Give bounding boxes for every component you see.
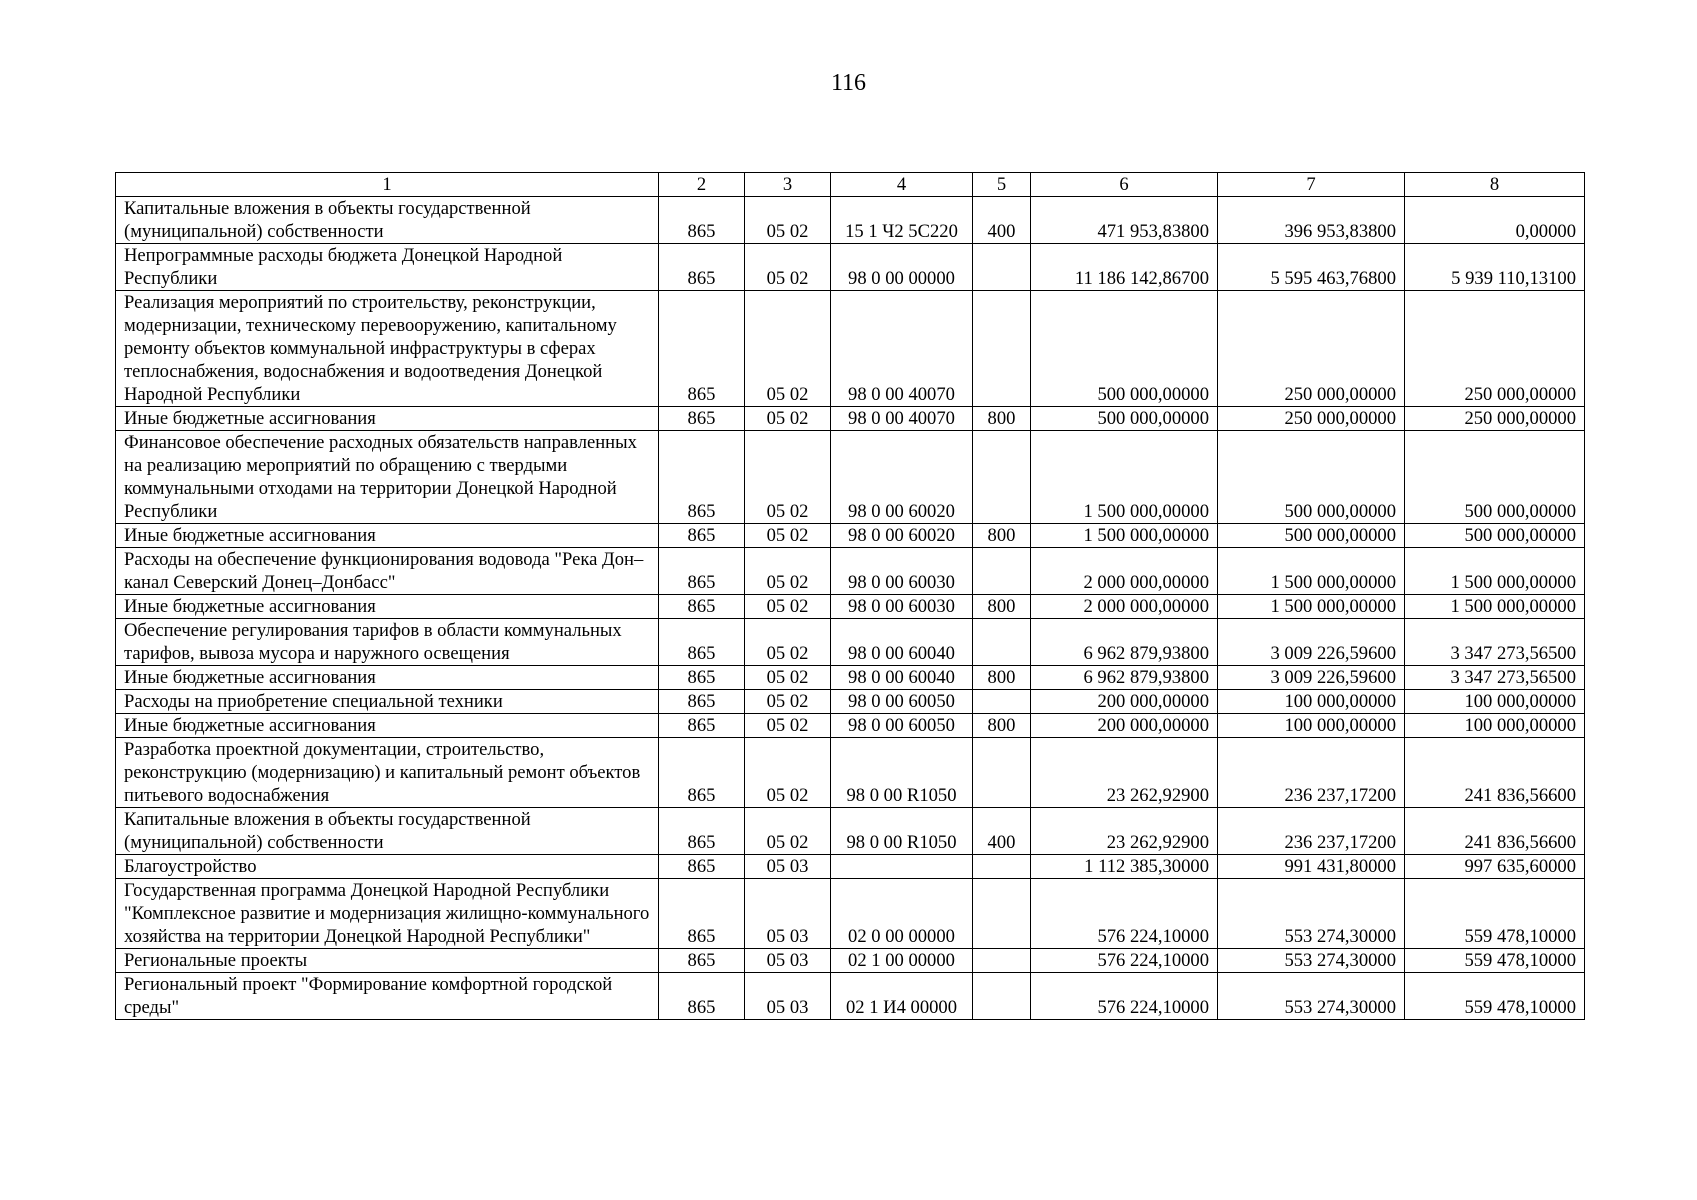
- expense-type-cell: [973, 291, 1031, 407]
- section-code-cell: 05 03: [745, 855, 831, 879]
- expense-type-cell: 400: [973, 808, 1031, 855]
- table-row: [116, 431, 1585, 524]
- section-code-cell: 05 02: [745, 714, 831, 738]
- amount-col7-cell: 396 953,83800: [1218, 197, 1405, 244]
- target-article-cell: 98 0 00 60030: [831, 595, 973, 619]
- expense-name-cell: Иные бюджетные ассигнования: [116, 524, 659, 548]
- amount-col8-cell: 1 500 000,00000: [1405, 548, 1585, 595]
- target-article-cell: 02 1 00 00000: [831, 949, 973, 973]
- section-code-cell: 05 02: [745, 431, 831, 524]
- target-article-cell: 98 0 00 60050: [831, 690, 973, 714]
- expense-type-cell: 400: [973, 197, 1031, 244]
- amount-col6-cell: 23 262,92900: [1031, 808, 1218, 855]
- target-article-cell: 98 0 00 60030: [831, 548, 973, 595]
- amount-col6-cell: 2 000 000,00000: [1031, 595, 1218, 619]
- amount-col6-cell: 576 224,10000: [1031, 973, 1218, 1020]
- amount-col7-cell: 236 237,17200: [1218, 808, 1405, 855]
- amount-col8-cell: 1 500 000,00000: [1405, 595, 1585, 619]
- amount-col6-cell: 1 500 000,00000: [1031, 524, 1218, 548]
- expense-type-cell: [973, 855, 1031, 879]
- target-article-cell: 15 1 Ч2 5С220: [831, 197, 973, 244]
- ministry-code-cell: 865: [659, 666, 745, 690]
- expense-name-cell: Капитальные вложения в объекты государственной (муниципальной) собственности: [116, 197, 659, 244]
- target-article-cell: 02 0 00 00000: [831, 879, 973, 949]
- table-row: [116, 879, 1585, 949]
- expense-name-cell: Региональный проект "Формирование комфортной городской среды": [116, 973, 659, 1020]
- amount-col6-cell: 576 224,10000: [1031, 879, 1218, 949]
- expense-type-cell: 800: [973, 524, 1031, 548]
- amount-col6-cell: 23 262,92900: [1031, 738, 1218, 808]
- amount-col7-cell: 100 000,00000: [1218, 690, 1405, 714]
- section-code-cell: 05 03: [745, 973, 831, 1020]
- amount-col6-cell: 1 112 385,30000: [1031, 855, 1218, 879]
- table-row: [116, 738, 1585, 808]
- target-article-cell: 98 0 00 60050: [831, 714, 973, 738]
- target-article-cell: 98 0 00 60040: [831, 619, 973, 666]
- ministry-code-cell: 865: [659, 973, 745, 1020]
- amount-col6-cell: 1 500 000,00000: [1031, 431, 1218, 524]
- ministry-code-cell: 865: [659, 690, 745, 714]
- table-row: [116, 524, 1585, 548]
- amount-col8-cell: 559 478,10000: [1405, 949, 1585, 973]
- expense-name-cell: Иные бюджетные ассигнования: [116, 714, 659, 738]
- section-code-cell: 05 02: [745, 808, 831, 855]
- target-article-cell: 98 0 00 60020: [831, 431, 973, 524]
- ministry-code-cell: 865: [659, 197, 745, 244]
- amount-col8-cell: 250 000,00000: [1405, 407, 1585, 431]
- amount-col6-cell: 576 224,10000: [1031, 949, 1218, 973]
- expense-type-cell: [973, 244, 1031, 291]
- amount-col8-cell: 250 000,00000: [1405, 291, 1585, 407]
- ministry-code-cell: 865: [659, 407, 745, 431]
- expense-name-cell: Капитальные вложения в объекты государственной (муниципальной) собственности: [116, 808, 659, 855]
- amount-col6-cell: 2 000 000,00000: [1031, 548, 1218, 595]
- amount-col8-cell: 3 347 273,56500: [1405, 666, 1585, 690]
- amount-col7-cell: 1 500 000,00000: [1218, 548, 1405, 595]
- section-code-cell: 05 03: [745, 879, 831, 949]
- target-article-cell: 98 0 00 40070: [831, 291, 973, 407]
- ministry-code-cell: 865: [659, 524, 745, 548]
- expense-name-cell: Региональные проекты: [116, 949, 659, 973]
- budget-table: [115, 172, 1585, 1020]
- amount-col6-cell: 500 000,00000: [1031, 407, 1218, 431]
- amount-col6-cell: 200 000,00000: [1031, 690, 1218, 714]
- ministry-code-cell: 865: [659, 431, 745, 524]
- expense-type-cell: [973, 619, 1031, 666]
- expense-type-cell: 800: [973, 714, 1031, 738]
- amount-col8-cell: 241 836,56600: [1405, 738, 1585, 808]
- amount-col7-cell: 3 009 226,59600: [1218, 666, 1405, 690]
- table-row: [116, 666, 1585, 690]
- header-cell-7: 7: [1218, 173, 1405, 197]
- amount-col8-cell: 5 939 110,13100: [1405, 244, 1585, 291]
- section-code-cell: 05 02: [745, 524, 831, 548]
- expense-type-cell: [973, 548, 1031, 595]
- expense-name-cell: Иные бюджетные ассигнования: [116, 407, 659, 431]
- amount-col8-cell: 500 000,00000: [1405, 524, 1585, 548]
- section-code-cell: 05 02: [745, 548, 831, 595]
- amount-col8-cell: 0,00000: [1405, 197, 1585, 244]
- expense-type-cell: [973, 879, 1031, 949]
- target-article-cell: 98 0 00 00000: [831, 244, 973, 291]
- section-code-cell: 05 02: [745, 197, 831, 244]
- expense-type-cell: [973, 949, 1031, 973]
- target-article-cell: 98 0 00 R1050: [831, 738, 973, 808]
- amount-col7-cell: 5 595 463,76800: [1218, 244, 1405, 291]
- ministry-code-cell: 865: [659, 291, 745, 407]
- expense-type-cell: [973, 690, 1031, 714]
- amount-col7-cell: 3 009 226,59600: [1218, 619, 1405, 666]
- table-row: [116, 595, 1585, 619]
- amount-col7-cell: 1 500 000,00000: [1218, 595, 1405, 619]
- amount-col8-cell: 997 635,60000: [1405, 855, 1585, 879]
- amount-col8-cell: 559 478,10000: [1405, 879, 1585, 949]
- expense-name-cell: Благоустройство: [116, 855, 659, 879]
- table-row: [116, 619, 1585, 666]
- expense-type-cell: [973, 738, 1031, 808]
- header-cell-2: 2: [659, 173, 745, 197]
- table-row: [116, 855, 1585, 879]
- amount-col7-cell: 500 000,00000: [1218, 524, 1405, 548]
- amount-col7-cell: 553 274,30000: [1218, 949, 1405, 973]
- section-code-cell: 05 02: [745, 244, 831, 291]
- expense-name-cell: Государственная программа Донецкой Народной Республики "Комплексное развитие и модернизация жилищно-коммунального хозяйства на территории Донецкой Народной Республики": [116, 879, 659, 949]
- table-header-row: [116, 173, 1585, 197]
- table-row: [116, 407, 1585, 431]
- header-cell-4: 4: [831, 173, 973, 197]
- section-code-cell: 05 03: [745, 949, 831, 973]
- expense-type-cell: 800: [973, 666, 1031, 690]
- section-code-cell: 05 02: [745, 407, 831, 431]
- amount-col8-cell: 559 478,10000: [1405, 973, 1585, 1020]
- header-cell-5: 5: [973, 173, 1031, 197]
- amount-col7-cell: 553 274,30000: [1218, 973, 1405, 1020]
- target-article-cell: 02 1 И4 00000: [831, 973, 973, 1020]
- table-body: [116, 197, 1585, 1020]
- amount-col7-cell: 250 000,00000: [1218, 291, 1405, 407]
- target-article-cell: [831, 855, 973, 879]
- expense-type-cell: 800: [973, 595, 1031, 619]
- page-number: 116: [830, 70, 867, 96]
- table-row: [116, 714, 1585, 738]
- amount-col7-cell: 500 000,00000: [1218, 431, 1405, 524]
- section-code-cell: 05 02: [745, 595, 831, 619]
- table-row: [116, 244, 1585, 291]
- amount-col6-cell: 471 953,83800: [1031, 197, 1218, 244]
- amount-col8-cell: 3 347 273,56500: [1405, 619, 1585, 666]
- amount-col7-cell: 553 274,30000: [1218, 879, 1405, 949]
- section-code-cell: 05 02: [745, 619, 831, 666]
- target-article-cell: 98 0 00 40070: [831, 407, 973, 431]
- expense-name-cell: Расходы на приобретение специальной техники: [116, 690, 659, 714]
- amount-col6-cell: 6 962 879,93800: [1031, 619, 1218, 666]
- amount-col6-cell: 200 000,00000: [1031, 714, 1218, 738]
- expense-name-cell: Иные бюджетные ассигнования: [116, 595, 659, 619]
- expense-name-cell: Разработка проектной документации, строительство, реконструкцию (модернизацию) и капитальный ремонт объектов питьевого водоснабжения: [116, 738, 659, 808]
- section-code-cell: 05 02: [745, 690, 831, 714]
- target-article-cell: 98 0 00 60040: [831, 666, 973, 690]
- section-code-cell: 05 02: [745, 666, 831, 690]
- table-row: [116, 949, 1585, 973]
- table-row: [116, 291, 1585, 407]
- amount-col8-cell: 500 000,00000: [1405, 431, 1585, 524]
- amount-col7-cell: 991 431,80000: [1218, 855, 1405, 879]
- amount-col7-cell: 236 237,17200: [1218, 738, 1405, 808]
- table-row: [116, 197, 1585, 244]
- expense-name-cell: Финансовое обеспечение расходных обязательств направленных на реализацию мероприятий по обращению с твердыми коммунальными отходами на территории Донецкой Народной Республики: [116, 431, 659, 524]
- expense-name-cell: Реализация мероприятий по строительству, реконструкции, модернизации, техническому перевооружению, капитальному ремонту объектов коммунальной инфраструктуры в сферах теплоснабжения, водоснабжения и водоотведения Донецкой Народной Республики: [116, 291, 659, 407]
- amount-col7-cell: 250 000,00000: [1218, 407, 1405, 431]
- header-cell-1: 1: [116, 173, 659, 197]
- header-cell-6: 6: [1031, 173, 1218, 197]
- ministry-code-cell: 865: [659, 595, 745, 619]
- section-code-cell: 05 02: [745, 738, 831, 808]
- expense-name-cell: Иные бюджетные ассигнования: [116, 666, 659, 690]
- section-code-cell: 05 02: [745, 291, 831, 407]
- target-article-cell: 98 0 00 60020: [831, 524, 973, 548]
- ministry-code-cell: 865: [659, 808, 745, 855]
- amount-col6-cell: 6 962 879,93800: [1031, 666, 1218, 690]
- amount-col8-cell: 241 836,56600: [1405, 808, 1585, 855]
- amount-col6-cell: 500 000,00000: [1031, 291, 1218, 407]
- ministry-code-cell: 865: [659, 855, 745, 879]
- ministry-code-cell: 865: [659, 738, 745, 808]
- expense-name-cell: Непрограммные расходы бюджета Донецкой Народной Республики: [116, 244, 659, 291]
- expense-type-cell: [973, 973, 1031, 1020]
- expense-type-cell: [973, 431, 1031, 524]
- expense-type-cell: 800: [973, 407, 1031, 431]
- target-article-cell: 98 0 00 R1050: [831, 808, 973, 855]
- amount-col8-cell: 100 000,00000: [1405, 690, 1585, 714]
- header-cell-3: 3: [745, 173, 831, 197]
- ministry-code-cell: 865: [659, 548, 745, 595]
- ministry-code-cell: 865: [659, 619, 745, 666]
- amount-col7-cell: 100 000,00000: [1218, 714, 1405, 738]
- ministry-code-cell: 865: [659, 949, 745, 973]
- table-row: [116, 973, 1585, 1020]
- table-row: [116, 690, 1585, 714]
- ministry-code-cell: 865: [659, 714, 745, 738]
- table-row: [116, 808, 1585, 855]
- expense-name-cell: Расходы на обеспечение функционирования водовода "Река Дон–канал Северский Донец–Донбасс": [116, 548, 659, 595]
- ministry-code-cell: 865: [659, 879, 745, 949]
- amount-col6-cell: 11 186 142,86700: [1031, 244, 1218, 291]
- amount-col8-cell: 100 000,00000: [1405, 714, 1585, 738]
- ministry-code-cell: 865: [659, 244, 745, 291]
- table-row: [116, 548, 1585, 595]
- expense-name-cell: Обеспечение регулирования тарифов в области коммунальных тарифов, вывоза мусора и наружного освещения: [116, 619, 659, 666]
- header-cell-8: 8: [1405, 173, 1585, 197]
